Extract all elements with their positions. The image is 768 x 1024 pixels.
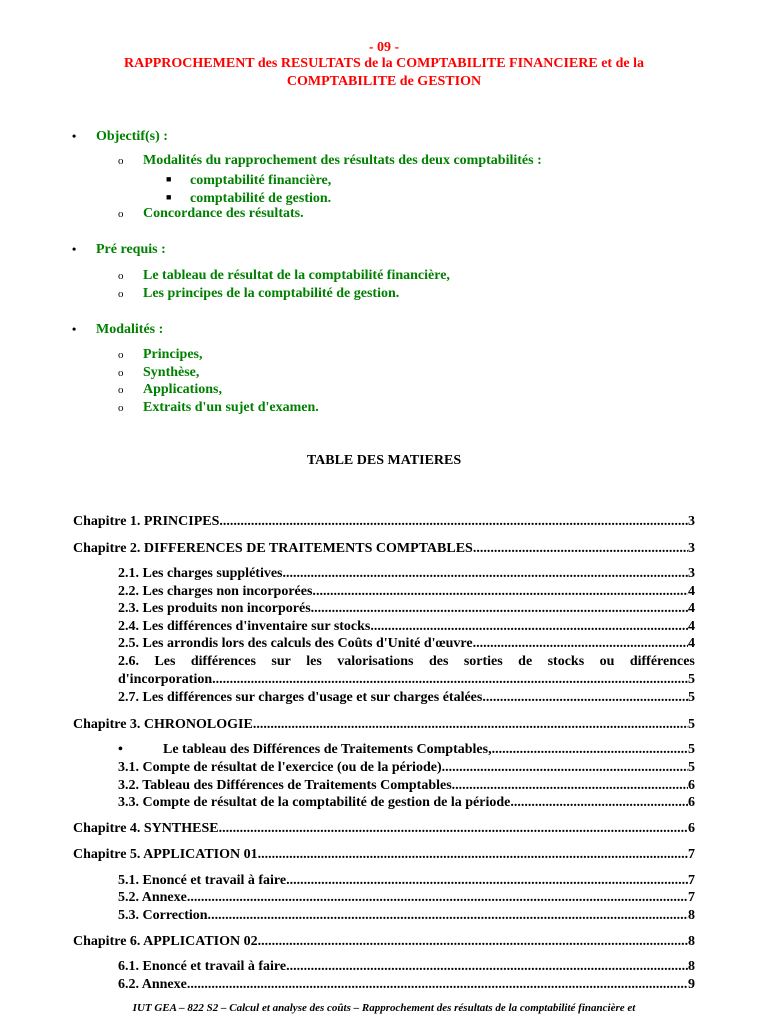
bullet-icon: • <box>72 322 77 336</box>
bullet-icon: • <box>118 742 123 757</box>
toc-chapter-4[interactable]: Chapitre 4. SYNTHESE. ..... 6 <box>73 820 695 837</box>
toc-chapter-6[interactable]: Chapitre 6. APPLICATION 02. ..... 8 <box>73 933 695 950</box>
page-number: - 09 - <box>368 40 400 55</box>
list-item: o Synthèse, <box>118 365 200 380</box>
toc-section-2-1[interactable]: 2.1. Les charges supplétives. ..... 3 <box>118 565 695 582</box>
modalites-heading: • Modalités : <box>72 322 164 337</box>
toc-section-6-2[interactable]: 6.2. Annexe. ..... 9 <box>118 976 695 993</box>
bullet-icon: • <box>72 129 77 143</box>
toc-section-2-3[interactable]: 2.3. Les produits non incorporés. ..... 4 <box>118 600 695 617</box>
list-item: o Les principes de la comptabilité de gestion. <box>118 286 400 301</box>
list-item: o Principes, <box>118 347 203 362</box>
toc-section-5-3[interactable]: 5.3. Correction. ..... 8 <box>118 907 695 924</box>
toc-title: TABLE DES MATIERES <box>306 453 462 468</box>
toc-section-2-7[interactable]: 2.7. Les différences sur charges d'usage et sur charges étalées. ..... 5 <box>118 689 695 706</box>
toc-section-6-1[interactable]: 6.1. Enoncé et travail à faire. ..... 8 <box>118 958 695 975</box>
square-bullet-icon: ■ <box>166 174 172 184</box>
toc-section-2-5[interactable]: 2.5. Les arrondis lors des calculs des Coûts d'Unité d'œuvre. ..... 4 <box>118 635 695 652</box>
toc-chapter-1[interactable]: Chapitre 1. PRINCIPES ..... 3 <box>73 513 695 530</box>
list-item: o Le tableau de résultat de la comptabilité financière, <box>118 268 450 283</box>
toc-section-5-2[interactable]: 5.2. Annexe. ..... 7 <box>118 889 695 906</box>
circle-bullet-icon: o <box>118 402 124 414</box>
toc-chapter-5[interactable]: Chapitre 5. APPLICATION 01. ..... 7 <box>73 846 695 863</box>
toc-section-3-2[interactable]: 3.2. Tableau des Différences de Traitements Comptables ..... 6 <box>118 777 695 794</box>
list-item: ■ comptabilité financière, <box>166 170 331 190</box>
list-item: o Modalités du rapprochement des résultats des deux comptabilités : <box>118 153 542 168</box>
list-item: o Extraits d'un sujet d'examen. <box>118 400 319 415</box>
prerequis-heading: • Pré requis : <box>72 242 166 257</box>
toc-section-3-1[interactable]: 3.1. Compte de résultat de l'exercice (ou de la période). ..... 5 <box>118 759 695 776</box>
square-bullet-icon: ■ <box>166 192 172 202</box>
toc-section-2-6-line1[interactable]: 2.6. Les différences sur les valorisations des sorties de stocks ou différences <box>118 654 695 669</box>
toc-tdtc[interactable]: • Le tableau des Différences de Traitements Comptables, ..... 5 <box>118 741 695 758</box>
toc-chapter-2[interactable]: Chapitre 2. DIFFERENCES DE TRAITEMENTS COMPTABLES. ..... 3 <box>73 540 695 557</box>
toc-section-5-1[interactable]: 5.1. Enoncé et travail à faire. ..... 7 <box>118 872 695 889</box>
circle-bullet-icon: o <box>118 270 124 282</box>
list-item: o Concordance des résultats. <box>118 206 304 221</box>
page-footer: IUT GEA – 822 S2 – Calcul et analyse des coûts – Rapprochement des résultats de la comptabilité financière et <box>132 1002 636 1014</box>
bullet-icon: • <box>72 242 77 256</box>
toc-chapter-3[interactable]: Chapitre 3. CHRONOLOGIE. ..... 5 <box>73 716 695 733</box>
list-item: o Applications, <box>118 382 222 397</box>
circle-bullet-icon: o <box>118 288 124 300</box>
circle-bullet-icon: o <box>118 384 124 396</box>
objectifs-heading: • Objectif(s) : <box>72 129 168 144</box>
toc-section-2-2[interactable]: 2.2. Les charges non incorporées. ..... 4 <box>118 583 695 600</box>
circle-bullet-icon: o <box>118 155 124 167</box>
doc-title-line1: RAPPROCHEMENT des RESULTATS de la COMPTABILITE FINANCIERE et de la <box>123 56 644 71</box>
toc-section-3-3[interactable]: 3.3. Compte de résultat de la comptabilité de gestion de la période. ..... 6 <box>118 794 695 811</box>
circle-bullet-icon: o <box>118 367 124 379</box>
circle-bullet-icon: o <box>118 208 124 220</box>
toc-section-2-4[interactable]: 2.4. Les différences d'inventaire sur stocks. ..... 4 <box>118 618 695 635</box>
circle-bullet-icon: o <box>118 349 124 361</box>
toc-section-2-6-line2[interactable]: d'incorporation. ..... 5 <box>118 671 695 688</box>
list-item: ■ comptabilité de gestion. <box>166 188 331 208</box>
doc-title-line2: COMPTABILITE de GESTION <box>286 74 482 89</box>
